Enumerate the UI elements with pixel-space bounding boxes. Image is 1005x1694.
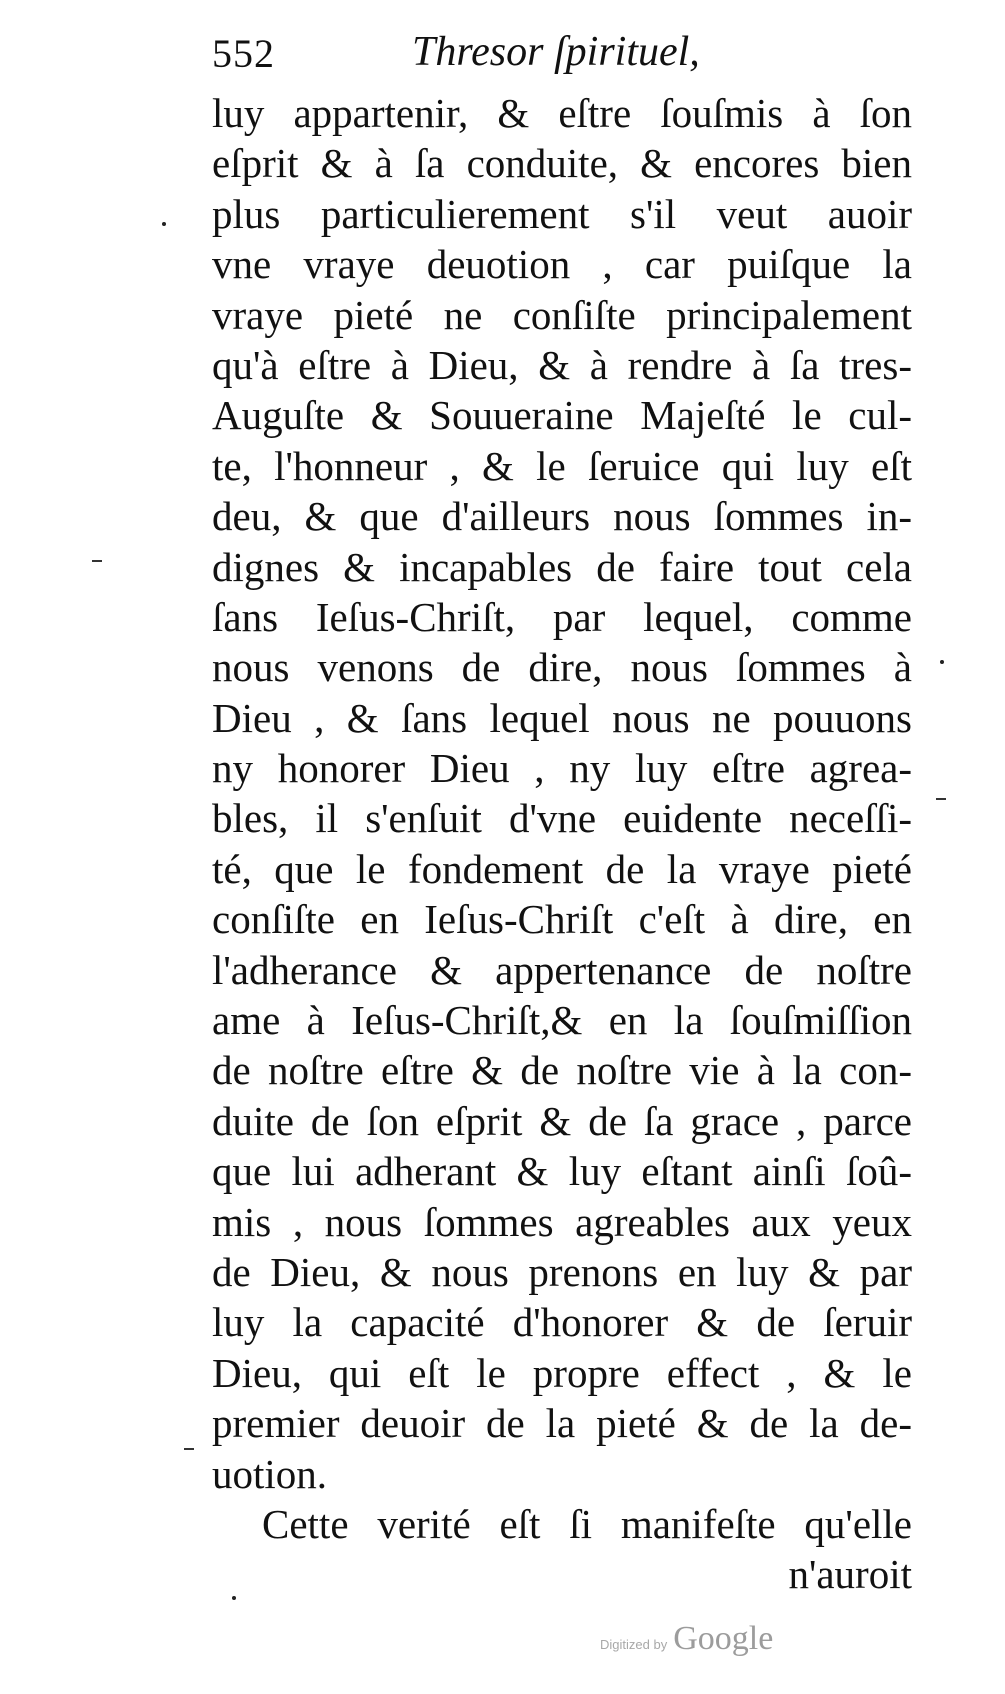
- body-text: [212, 88, 912, 1600]
- digitized-by-watermark: [600, 1620, 773, 1660]
- page-number: 552: [212, 31, 275, 76]
- margin-mark: [232, 1596, 236, 1600]
- text-line: vraye pieté ne conſiſte principalement: [212, 291, 912, 338]
- text-line: duite de ſon eſprit & de ſa grace , parce: [212, 1097, 912, 1144]
- text-line: luy appartenir, & eſtre ſouſmis à ſon: [212, 90, 912, 136]
- text-line: deu, & que d'ailleurs nous ſommes in-: [212, 493, 912, 540]
- margin-mark: [184, 1448, 194, 1450]
- digitized-label: Digitized by: [600, 1637, 668, 1652]
- margin-mark: [92, 560, 102, 562]
- catchword: n'auroit: [788, 1551, 912, 1598]
- text-line: te, l'honneur , & le ſeruice qui luy eſt: [212, 442, 912, 489]
- text-line: qu'à eſtre à Dieu, & à rendre à ſa tres-: [212, 341, 912, 388]
- text-line: dignes & incapables de faire tout cela: [212, 543, 912, 590]
- text-line: nous venons de dire, nous ſommes à: [212, 644, 912, 691]
- margin-mark: [162, 222, 166, 226]
- google-logo: Google: [673, 1620, 774, 1657]
- text-line: ſans Ieſus-Chriſt, par lequel, comme: [212, 593, 912, 640]
- text-line: té, que le fondement de la vraye pieté: [212, 845, 912, 892]
- text-line: bles, il s'enſuit d'vne euidente neceſſi-: [212, 795, 912, 842]
- text-line: mis , nous ſommes agreables aux yeux: [212, 1198, 912, 1245]
- paragraph-start-line: Cette verité eſt ſi manifeſte qu'elle: [262, 1500, 912, 1547]
- text-line: l'adherance & appertenance de noſtre: [212, 946, 912, 993]
- text-line: premier deuoir de la pieté & de la de-: [212, 1400, 912, 1447]
- text-line: eſprit & à ſa conduite, & encores bien: [212, 140, 912, 187]
- text-line: plus particulierement s'il veut auoir: [212, 190, 912, 237]
- text-line: que lui adherant & luy eſtant ainſi ſoû-: [212, 1148, 912, 1195]
- margin-mark: [936, 798, 946, 800]
- text-line: luy la capacité d'honorer & de ſeruir: [212, 1299, 912, 1346]
- text-line: ny honorer Dieu , ny luy eſtre agrea-: [212, 745, 912, 792]
- text-line: de Dieu, & nous prenons en luy & par: [212, 1248, 912, 1295]
- text-line: de noſtre eſtre & de noſtre vie à la con-: [212, 1047, 912, 1094]
- paragraph-end-line: uotion.: [212, 1450, 328, 1497]
- text-line: Dieu, qui eſt le propre effect , & le: [212, 1349, 912, 1396]
- text-line: ame à Ieſus-Chriſt,& en la ſouſmiſſion: [212, 997, 912, 1044]
- text-line: Dieu , & ſans lequel nous ne pouuons: [212, 694, 912, 741]
- text-line: conſiſte en Ieſus-Chriſt c'eſt à dire, en: [212, 896, 912, 943]
- running-title: Thresor ſpirituel,: [412, 29, 700, 75]
- page-header: [212, 24, 912, 84]
- margin-mark: [940, 660, 944, 664]
- text-line: vne vraye deuotion , car puiſque la: [212, 241, 912, 288]
- text-line: Auguſte & Souueraine Majeſté le cul-: [212, 392, 912, 439]
